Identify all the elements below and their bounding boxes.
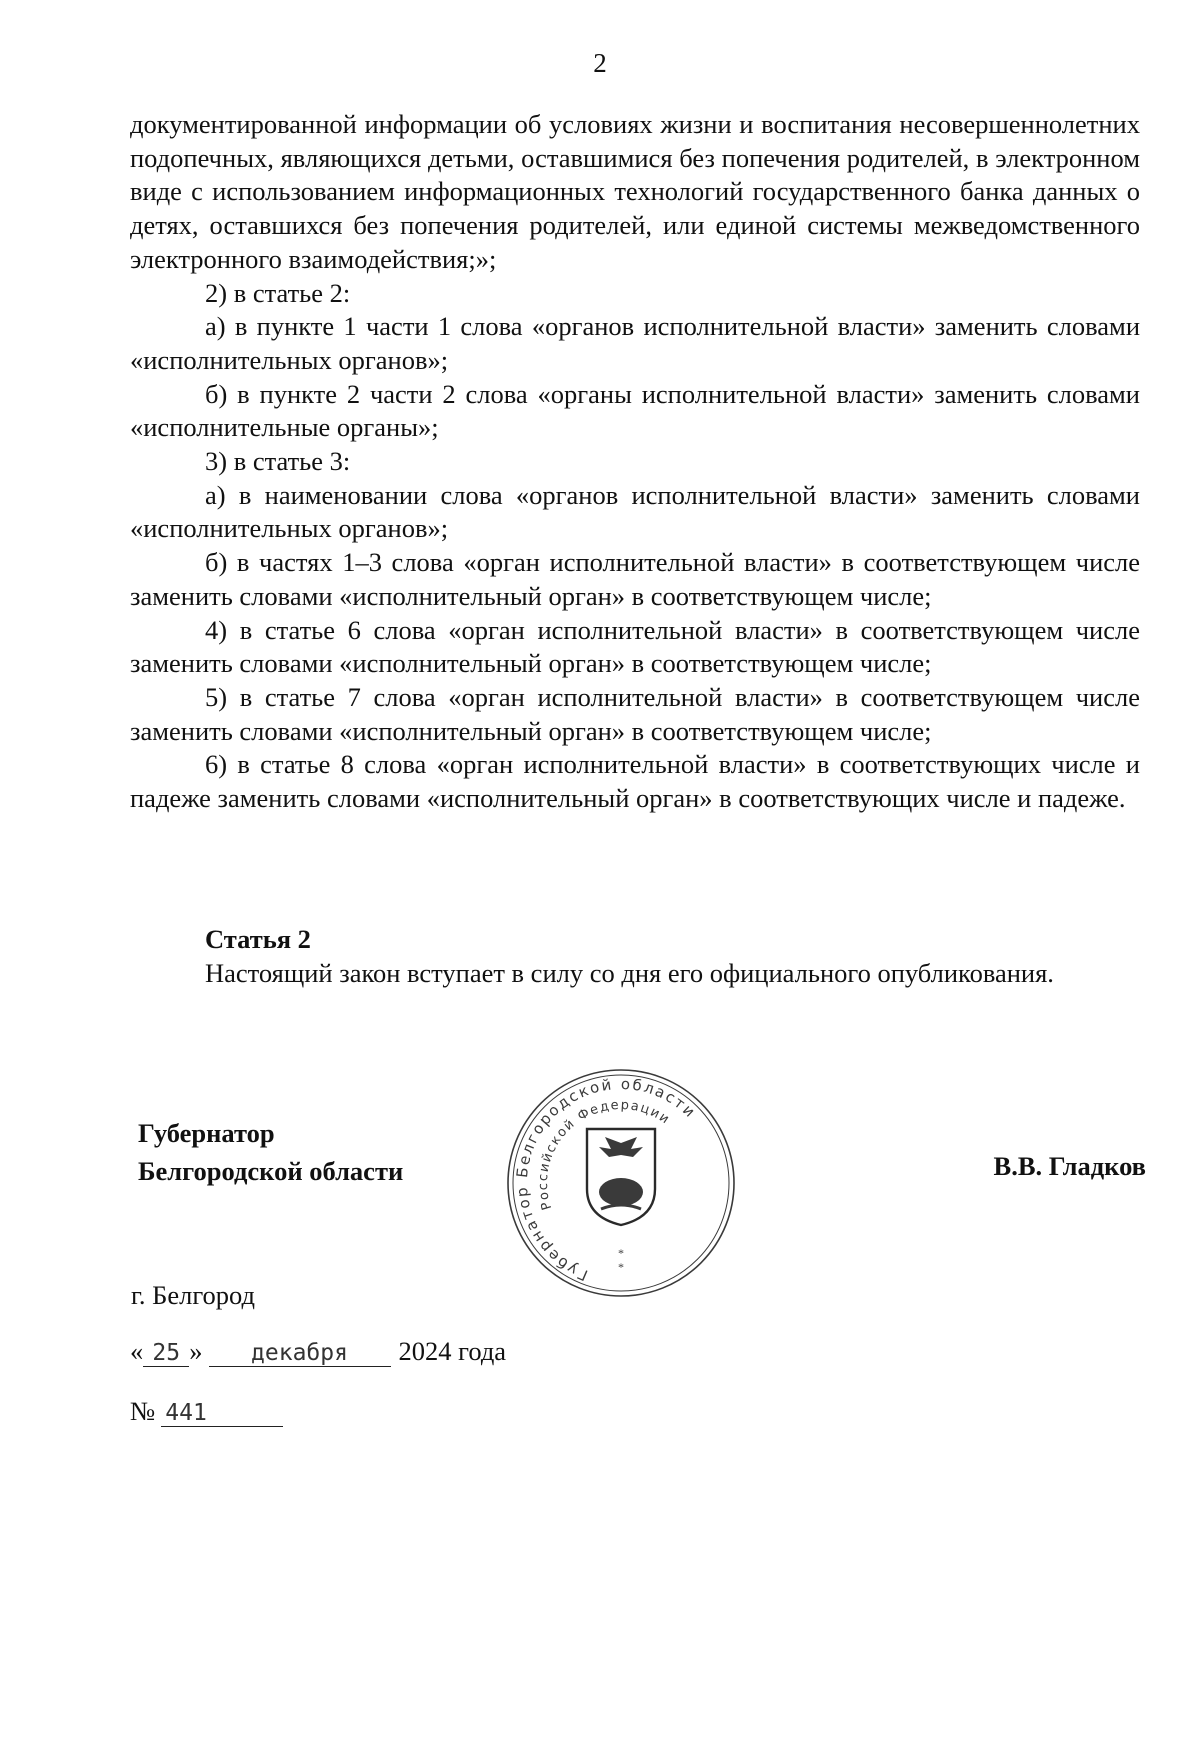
quote-open: « [130,1336,144,1366]
paragraph: б) в частях 1–3 слова «орган исполнительной власти» в соответствующем числе заменить словами «исполнительный орган» в соответствующем числе; [130,547,1140,611]
svg-text:Российской Федерации: Российской Федерации [535,1097,673,1212]
paragraph: 3) в статье 3: [205,446,351,477]
official-seal-stamp [505,1067,737,1299]
paragraph: 2) в статье 2: [205,277,351,308]
paragraph: документированной информации об условиях жизни и воспитания несовершеннолетних подопечных, являющихся детьми, оставшимися без попечения родителей, в электронном виде с использованием информационных технологий государственного банка данных о детях, оставшихся без попечения родителей, или единой системы межведомственного электронного взаимодействия;»; [130,109,1140,274]
coat-of-arms-icon [587,1129,655,1225]
page-number: 2 [593,48,607,78]
number-value: 441 [161,1400,283,1427]
paragraph: Настоящий закон вступает в силу со дня его официального опубликования. [205,958,1054,988]
number-sign: № [130,1396,156,1426]
paragraph: 6) в статье 8 слова «орган исполнительной власти» в соответствующих числе и падеже заменить словами «исполнительный орган» в соответствующих числе и падеже. [130,749,1140,814]
amendment-text [130,108,1140,816]
paragraph: 5) в статье 7 слова «орган исполнительной власти» в соответствующем числе заменить словами «исполнительный орган» в соответствующем числе; [130,681,1140,746]
paragraph: а) в наименовании слова «органов исполнительной власти» заменить словами «исполнительных органов»; [130,479,1140,544]
signing-date [130,1336,506,1367]
place-of-signing: г. Белгород [131,1280,256,1310]
svg-text:Губернатор Белгородской област: Губернатор Белгородской области [512,1074,700,1285]
law-number [130,1396,283,1427]
paragraph: б) в пункте 2 части 2 слова «органы исполнительной власти» заменить словами «исполнительные органы»; [130,378,1140,443]
date-month: декабря [209,1340,391,1367]
date-day: 25 [143,1340,189,1367]
article-text [130,957,1140,991]
date-year: 2024 года [398,1336,507,1366]
svg-text:*: * [618,1260,624,1274]
quote-close: » [189,1336,203,1366]
position-line: Белгородской области [138,1156,404,1186]
position-line: Губернатор [138,1118,275,1148]
article-heading: Статья 2 [205,924,311,954]
signatory-name: В.В. Гладков [993,1151,1146,1181]
svg-text:*: * [618,1246,624,1260]
signatory-position [138,1114,403,1190]
paragraph: а) в пункте 1 части 1 слова «органов исполнительной власти» заменить словами «исполнительных органов»; [130,311,1140,375]
paragraph: 4) в статье 6 слова «орган исполнительной власти» в соответствующем числе заменить словами «исполнительный орган» в соответствующем числе; [130,614,1140,679]
